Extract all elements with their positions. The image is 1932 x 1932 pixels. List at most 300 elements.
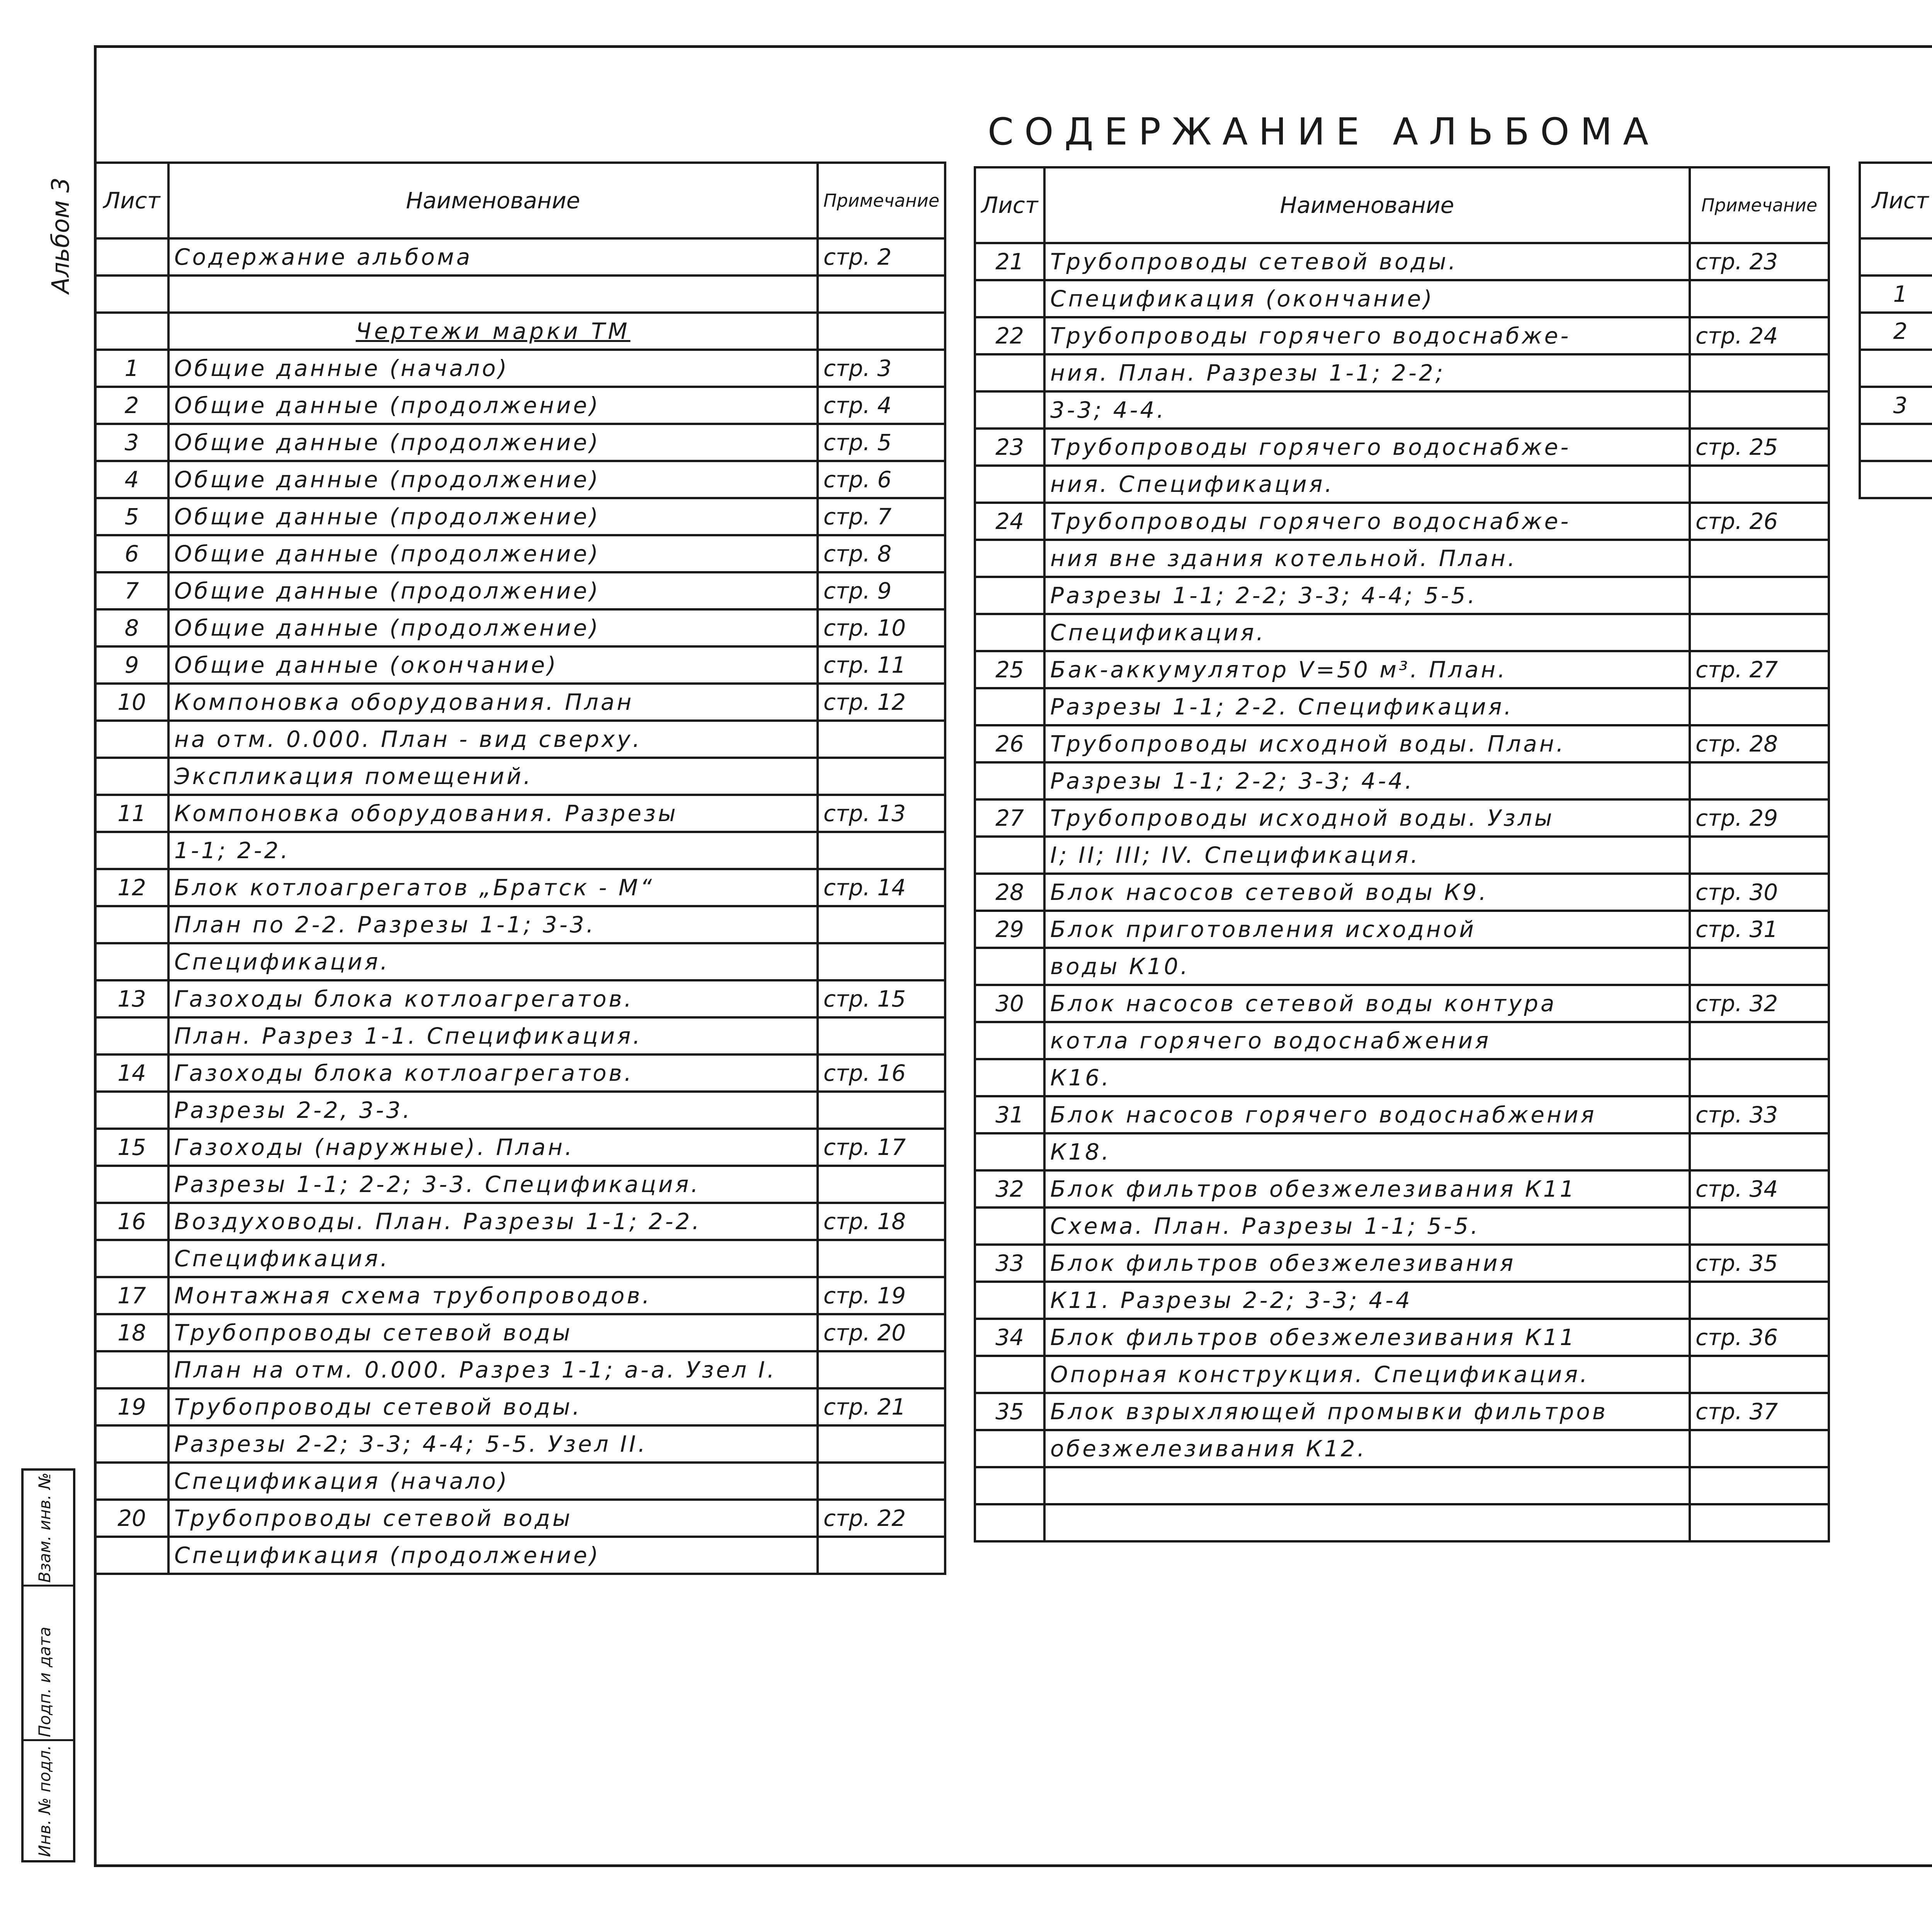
row-sheet-number [975,837,1044,874]
table-row [95,1166,945,1203]
table-row [975,1022,1829,1059]
row-note [818,1463,945,1500]
row-name: Схема. План. Разрезы 1-1; 5-5. [1044,1208,1690,1245]
row-name: Блок насосов сетевой воды контура [1044,985,1690,1022]
row-name: Разрезы 2-2, 3-3. [168,1092,818,1129]
row-note [1690,1059,1829,1096]
table-row [975,466,1829,503]
row-name: Спецификация. [168,1240,818,1277]
row-note: стр. 20 [818,1314,945,1351]
row-name [1044,1467,1690,1504]
row-name: Спецификация. [168,943,818,980]
table-row [975,1245,1829,1282]
row-sheet-number [95,943,168,980]
row-sheet-number: 8 [95,609,168,646]
row-name: Общие данные (продолжение) [168,572,818,609]
row-sheet-number: 28 [975,874,1044,911]
row-sheet-number: 7 [95,572,168,609]
row-sheet-number [95,1017,168,1054]
row-name: Спецификация (начало) [168,1463,818,1500]
row-note [818,1537,945,1574]
row-sheet-number: 22 [975,317,1044,354]
row-name: Трубопроводы горячего водоснабже- [1044,317,1690,354]
row-name: Компоновка оборудования. План [168,684,818,721]
album-label: Альбом 3 [46,177,75,294]
row-name: План. Разрез 1-1. Спецификация. [168,1017,818,1054]
row-name: К11. Разрезы 2-2; 3-3; 4-4 [1044,1282,1690,1319]
table-row [1860,387,1932,424]
table-row [95,572,945,609]
table-row [95,1463,945,1500]
row-name: Трубопроводы исходной воды. План. [1044,725,1690,762]
row-note: стр. 36 [1690,1319,1829,1356]
header-sheet: Лист [975,167,1044,243]
toc-table-1 [94,162,946,1575]
row-sheet-number: 10 [95,684,168,721]
row-sheet-number: 13 [95,980,168,1017]
row-note: стр. 15 [818,980,945,1017]
row-note [1690,948,1829,985]
table-row [95,313,945,350]
row-name: Газоходы блока котлоагрегатов. [168,980,818,1017]
row-name: ния вне здания котельной. План. [1044,540,1690,577]
table-row [95,350,945,387]
row-sheet-number: 2 [1860,313,1932,350]
row-sheet-number [95,1463,168,1500]
row-note [818,1425,945,1463]
row-note [1690,1430,1829,1467]
table-row [95,1203,945,1240]
row-sheet-number: 31 [975,1096,1044,1133]
row-note: стр. 34 [1690,1170,1829,1208]
row-name: Общие данные (начало) [168,350,818,387]
row-sheet-number: 6 [95,535,168,572]
table-row [975,948,1829,985]
row-sheet-number [975,577,1044,614]
row-note: стр. 25 [1690,429,1829,466]
row-note: стр. 8 [818,535,945,572]
header-note: Примечание [818,163,945,238]
table-row [975,1170,1829,1208]
side-stamp-cell [24,1587,73,1741]
row-note: стр. 11 [818,646,945,684]
row-name: котла горячего водоснабжения [1044,1022,1690,1059]
table-row [95,461,945,498]
row-note [1690,762,1829,799]
row-sheet-number [975,1208,1044,1245]
table-row [975,651,1829,688]
row-note [818,1351,945,1388]
row-name: Трубопроводы сетевой воды. [168,1388,818,1425]
row-sheet-number [975,540,1044,577]
row-note [818,1240,945,1277]
row-sheet-number [975,354,1044,391]
side-stamp-label: Инв. № подл. [35,1745,54,1857]
row-sheet-number [975,1430,1044,1467]
row-note [1690,466,1829,503]
row-sheet-number: 3 [95,424,168,461]
table-row [975,837,1829,874]
row-note: стр. 17 [818,1129,945,1166]
row-name: обезжелезивания К12. [1044,1430,1690,1467]
row-note: стр. 32 [1690,985,1829,1022]
table-row [95,1017,945,1054]
row-sheet-number: 19 [95,1388,168,1425]
table-row [975,577,1829,614]
row-sheet-number: 20 [95,1500,168,1537]
row-sheet-number: 12 [95,869,168,906]
row-name: воды К10. [1044,948,1690,985]
row-note [818,1092,945,1129]
row-name: 3-3; 4-4. [1044,391,1690,429]
row-name: Общие данные (продолжение) [168,535,818,572]
row-note [818,832,945,869]
row-note: стр. 3 [818,350,945,387]
row-name: Разрезы 1-1; 2-2; 3-3; 4-4. [1044,762,1690,799]
row-sheet-number [95,758,168,795]
row-note: стр. 9 [818,572,945,609]
row-note: стр. 37 [1690,1393,1829,1430]
table-row [975,280,1829,317]
row-note: стр. 28 [1690,725,1829,762]
row-note [1690,1208,1829,1245]
row-name: ния. План. Разрезы 1-1; 2-2; [1044,354,1690,391]
row-name: Блок насосов сетевой воды К9. [1044,874,1690,911]
row-note: стр. 33 [1690,1096,1829,1133]
row-sheet-number: 9 [95,646,168,684]
row-note: стр. 27 [1690,651,1829,688]
row-sheet-number [95,1092,168,1129]
row-note [1690,280,1829,317]
row-sheet-number [975,688,1044,725]
table-row [975,985,1829,1022]
table-row [975,540,1829,577]
row-sheet-number: 4 [95,461,168,498]
row-name: Блок приготовления исходной [1044,911,1690,948]
table-row [975,243,1829,280]
row-note: стр. 19 [818,1277,945,1314]
header-note: Примечание [1690,167,1829,243]
row-sheet-number [975,1022,1044,1059]
table-row [975,1133,1829,1170]
row-note: стр. 21 [818,1388,945,1425]
row-sheet-number: 24 [975,503,1044,540]
row-sheet-number [975,1282,1044,1319]
row-note [1690,1504,1829,1541]
table-row [95,238,945,276]
header-sheet: Лист [95,163,168,238]
row-name: К18. [1044,1133,1690,1170]
table-row [975,1393,1829,1430]
table-row [95,646,945,684]
table-row [975,1430,1829,1467]
row-note [1690,1356,1829,1393]
row-sheet-number: 33 [975,1245,1044,1282]
table-row [95,1277,945,1314]
page-title: СОДЕРЖАНИЕ АЛЬБОМА [987,110,1660,153]
table-row [975,874,1829,911]
row-sheet-number: 23 [975,429,1044,466]
header-name: Наименование [1044,167,1690,243]
row-note [818,721,945,758]
row-name: на отм. 0.000. План - вид сверху. [168,721,818,758]
row-note [1690,614,1829,651]
row-sheet-number: 30 [975,985,1044,1022]
row-note [818,1166,945,1203]
row-sheet-number [975,762,1044,799]
row-name [168,276,818,313]
row-name: I; II; III; IV. Спецификация. [1044,837,1690,874]
row-note [818,1017,945,1054]
row-name: Опорная конструкция. Спецификация. [1044,1356,1690,1393]
table-row [975,391,1829,429]
row-sheet-number [975,1467,1044,1504]
row-note: стр. 30 [1690,874,1829,911]
row-sheet-number [975,1504,1044,1541]
table-row [95,1500,945,1537]
row-sheet-number [95,1351,168,1388]
table-row [95,943,945,980]
side-stamp-cell [24,1471,73,1587]
row-name: Разрезы 1-1; 2-2; 3-3; 4-4; 5-5. [1044,577,1690,614]
row-note [1690,577,1829,614]
side-stamp [21,1468,75,1862]
row-note: стр. 10 [818,609,945,646]
table-row [975,725,1829,762]
row-name: Блок насосов горячего водоснабжения [1044,1096,1690,1133]
row-name: Спецификация. [1044,614,1690,651]
row-name: Трубопроводы сетевой воды [168,1500,818,1537]
row-note [818,943,945,980]
row-name: Трубопроводы горячего водоснабже- [1044,503,1690,540]
table-row [95,387,945,424]
row-note [1690,1133,1829,1170]
row-name: Компоновка оборудования. Разрезы [168,795,818,832]
row-name: Чертежи марки ТМ [168,313,818,350]
row-sheet-number: 21 [975,243,1044,280]
table-row [95,1092,945,1129]
table-row [975,688,1829,725]
table-row [95,609,945,646]
row-name: Общие данные (продолжение) [168,609,818,646]
row-name: Блок фильтров обезжелезивания [1044,1245,1690,1282]
table-row [1860,276,1932,313]
row-name: Воздуховоды. План. Разрезы 1-1; 2-2. [168,1203,818,1240]
table-row [95,1314,945,1351]
table-row [95,1351,945,1388]
row-note: стр. 12 [818,684,945,721]
row-note: стр. 23 [1690,243,1829,280]
table-row [975,1059,1829,1096]
row-sheet-number: 34 [975,1319,1044,1356]
row-note: стр. 16 [818,1054,945,1092]
row-note: стр. 4 [818,387,945,424]
row-name: Общие данные (продолжение) [168,461,818,498]
row-note: стр. 2 [818,238,945,276]
table-row [95,906,945,943]
table-row [975,503,1829,540]
row-note [1690,1282,1829,1319]
side-stamp-label: Взам. инв. № [35,1472,54,1583]
row-note [1690,1022,1829,1059]
row-note: стр. 7 [818,498,945,535]
row-sheet-number [975,466,1044,503]
row-sheet-number: 5 [95,498,168,535]
table-row [95,980,945,1017]
row-name: План на отм. 0.000. Разрез 1-1; а-а. Узел I. [168,1351,818,1388]
row-name: Спецификация (окончание) [1044,280,1690,317]
row-note: стр. 18 [818,1203,945,1240]
table-row [95,1388,945,1425]
row-note: стр. 22 [818,1500,945,1537]
row-sheet-number [975,614,1044,651]
row-sheet-number: 32 [975,1170,1044,1208]
row-name: Блок фильтров обезжелезивания К11 [1044,1319,1690,1356]
row-note [818,906,945,943]
row-sheet-number: 26 [975,725,1044,762]
row-name: Содержание альбома [168,238,818,276]
row-sheet-number: 1 [1860,276,1932,313]
row-sheet-number: 11 [95,795,168,832]
row-name: Газоходы (наружные). План. [168,1129,818,1166]
table-row [95,795,945,832]
row-note [818,313,945,350]
row-sheet-number: 17 [95,1277,168,1314]
row-note: стр. 24 [1690,317,1829,354]
table-row [1860,424,1932,461]
row-name [1044,1504,1690,1541]
row-sheet-number: 1 [95,350,168,387]
row-note: стр. 13 [818,795,945,832]
header-name: Наименование [168,163,818,238]
row-sheet-number [975,1059,1044,1096]
table-row [975,911,1829,948]
row-name: Разрезы 1-1; 2-2. Спецификация. [1044,688,1690,725]
row-sheet-number: 3 [1860,387,1932,424]
side-stamp-cell [24,1741,73,1860]
row-sheet-number [1860,238,1932,276]
row-note: стр. 6 [818,461,945,498]
row-sheet-number [95,721,168,758]
row-sheet-number [975,280,1044,317]
row-note: стр. 26 [1690,503,1829,540]
row-note: стр. 29 [1690,799,1829,837]
row-sheet-number [975,391,1044,429]
toc-table-2 [974,166,1830,1543]
table-row [1860,238,1932,276]
table-row [975,1208,1829,1245]
table-row [975,1467,1829,1504]
row-sheet-number: 14 [95,1054,168,1092]
row-sheet-number [1860,461,1932,498]
row-sheet-number: 35 [975,1393,1044,1430]
table-row [95,276,945,313]
header-sheet: Лист [1860,163,1932,238]
row-sheet-number: 15 [95,1129,168,1166]
table-row [95,1240,945,1277]
row-sheet-number: 25 [975,651,1044,688]
row-name: Монтажная схема трубопроводов. [168,1277,818,1314]
table-row [95,684,945,721]
row-sheet-number: 18 [95,1314,168,1351]
table-row [95,1425,945,1463]
row-name: Трубопроводы сетевой воды [168,1314,818,1351]
row-note [1690,837,1829,874]
row-note [1690,354,1829,391]
row-name: План по 2-2. Разрезы 1-1; 3-3. [168,906,818,943]
row-sheet-number [95,1240,168,1277]
row-name: Спецификация (продолжение) [168,1537,818,1574]
row-sheet-number [95,832,168,869]
table-row [975,429,1829,466]
row-name: Общие данные (окончание) [168,646,818,684]
row-note [1690,688,1829,725]
row-name: К16. [1044,1059,1690,1096]
row-name: Трубопроводы горячего водоснабже- [1044,429,1690,466]
table-row [95,721,945,758]
table-row [95,869,945,906]
row-name: Бак-аккумулятор V=50 м³. План. [1044,651,1690,688]
row-sheet-number [95,1166,168,1203]
row-name: Газоходы блока котлоагрегатов. [168,1054,818,1092]
table-row [975,614,1829,651]
row-name: 1-1; 2-2. [168,832,818,869]
row-note [818,276,945,313]
row-name: Экспликация помещений. [168,758,818,795]
row-note [1690,391,1829,429]
table-row [975,762,1829,799]
row-sheet-number [95,238,168,276]
row-name: Блок фильтров обезжелезивания К11 [1044,1170,1690,1208]
row-name: Блок котлоагрегатов „Братск - М“ [168,869,818,906]
toc-table-3 [1859,162,1932,499]
row-sheet-number: 16 [95,1203,168,1240]
row-sheet-number [95,1425,168,1463]
row-name: Общие данные (продолжение) [168,424,818,461]
row-sheet-number [975,1356,1044,1393]
row-sheet-number: 2 [95,387,168,424]
row-name: Трубопроводы сетевой воды. [1044,243,1690,280]
side-stamp-label: Подп. и дата [35,1626,54,1737]
table-row [975,799,1829,837]
table-row [1860,350,1932,387]
row-name: Блок взрыхляющей промывки фильтров [1044,1393,1690,1430]
row-name: Разрезы 2-2; 3-3; 4-4; 5-5. Узел II. [168,1425,818,1463]
row-name: ния. Спецификация. [1044,466,1690,503]
row-note: стр. 14 [818,869,945,906]
table-row [95,832,945,869]
table-row [975,317,1829,354]
table-row [975,1319,1829,1356]
row-note: стр. 35 [1690,1245,1829,1282]
row-name: Трубопроводы исходной воды. Узлы [1044,799,1690,837]
row-sheet-number [1860,350,1932,387]
table-row [975,354,1829,391]
row-note: стр. 31 [1690,911,1829,948]
table-row [95,535,945,572]
table-row [975,1282,1829,1319]
row-note [1690,1467,1829,1504]
row-sheet-number [95,1537,168,1574]
table-row [95,424,945,461]
row-sheet-number [95,906,168,943]
table-row [975,1356,1829,1393]
table-row [95,1054,945,1092]
row-sheet-number [1860,424,1932,461]
table-row [95,498,945,535]
row-note [1690,540,1829,577]
row-sheet-number: 27 [975,799,1044,837]
